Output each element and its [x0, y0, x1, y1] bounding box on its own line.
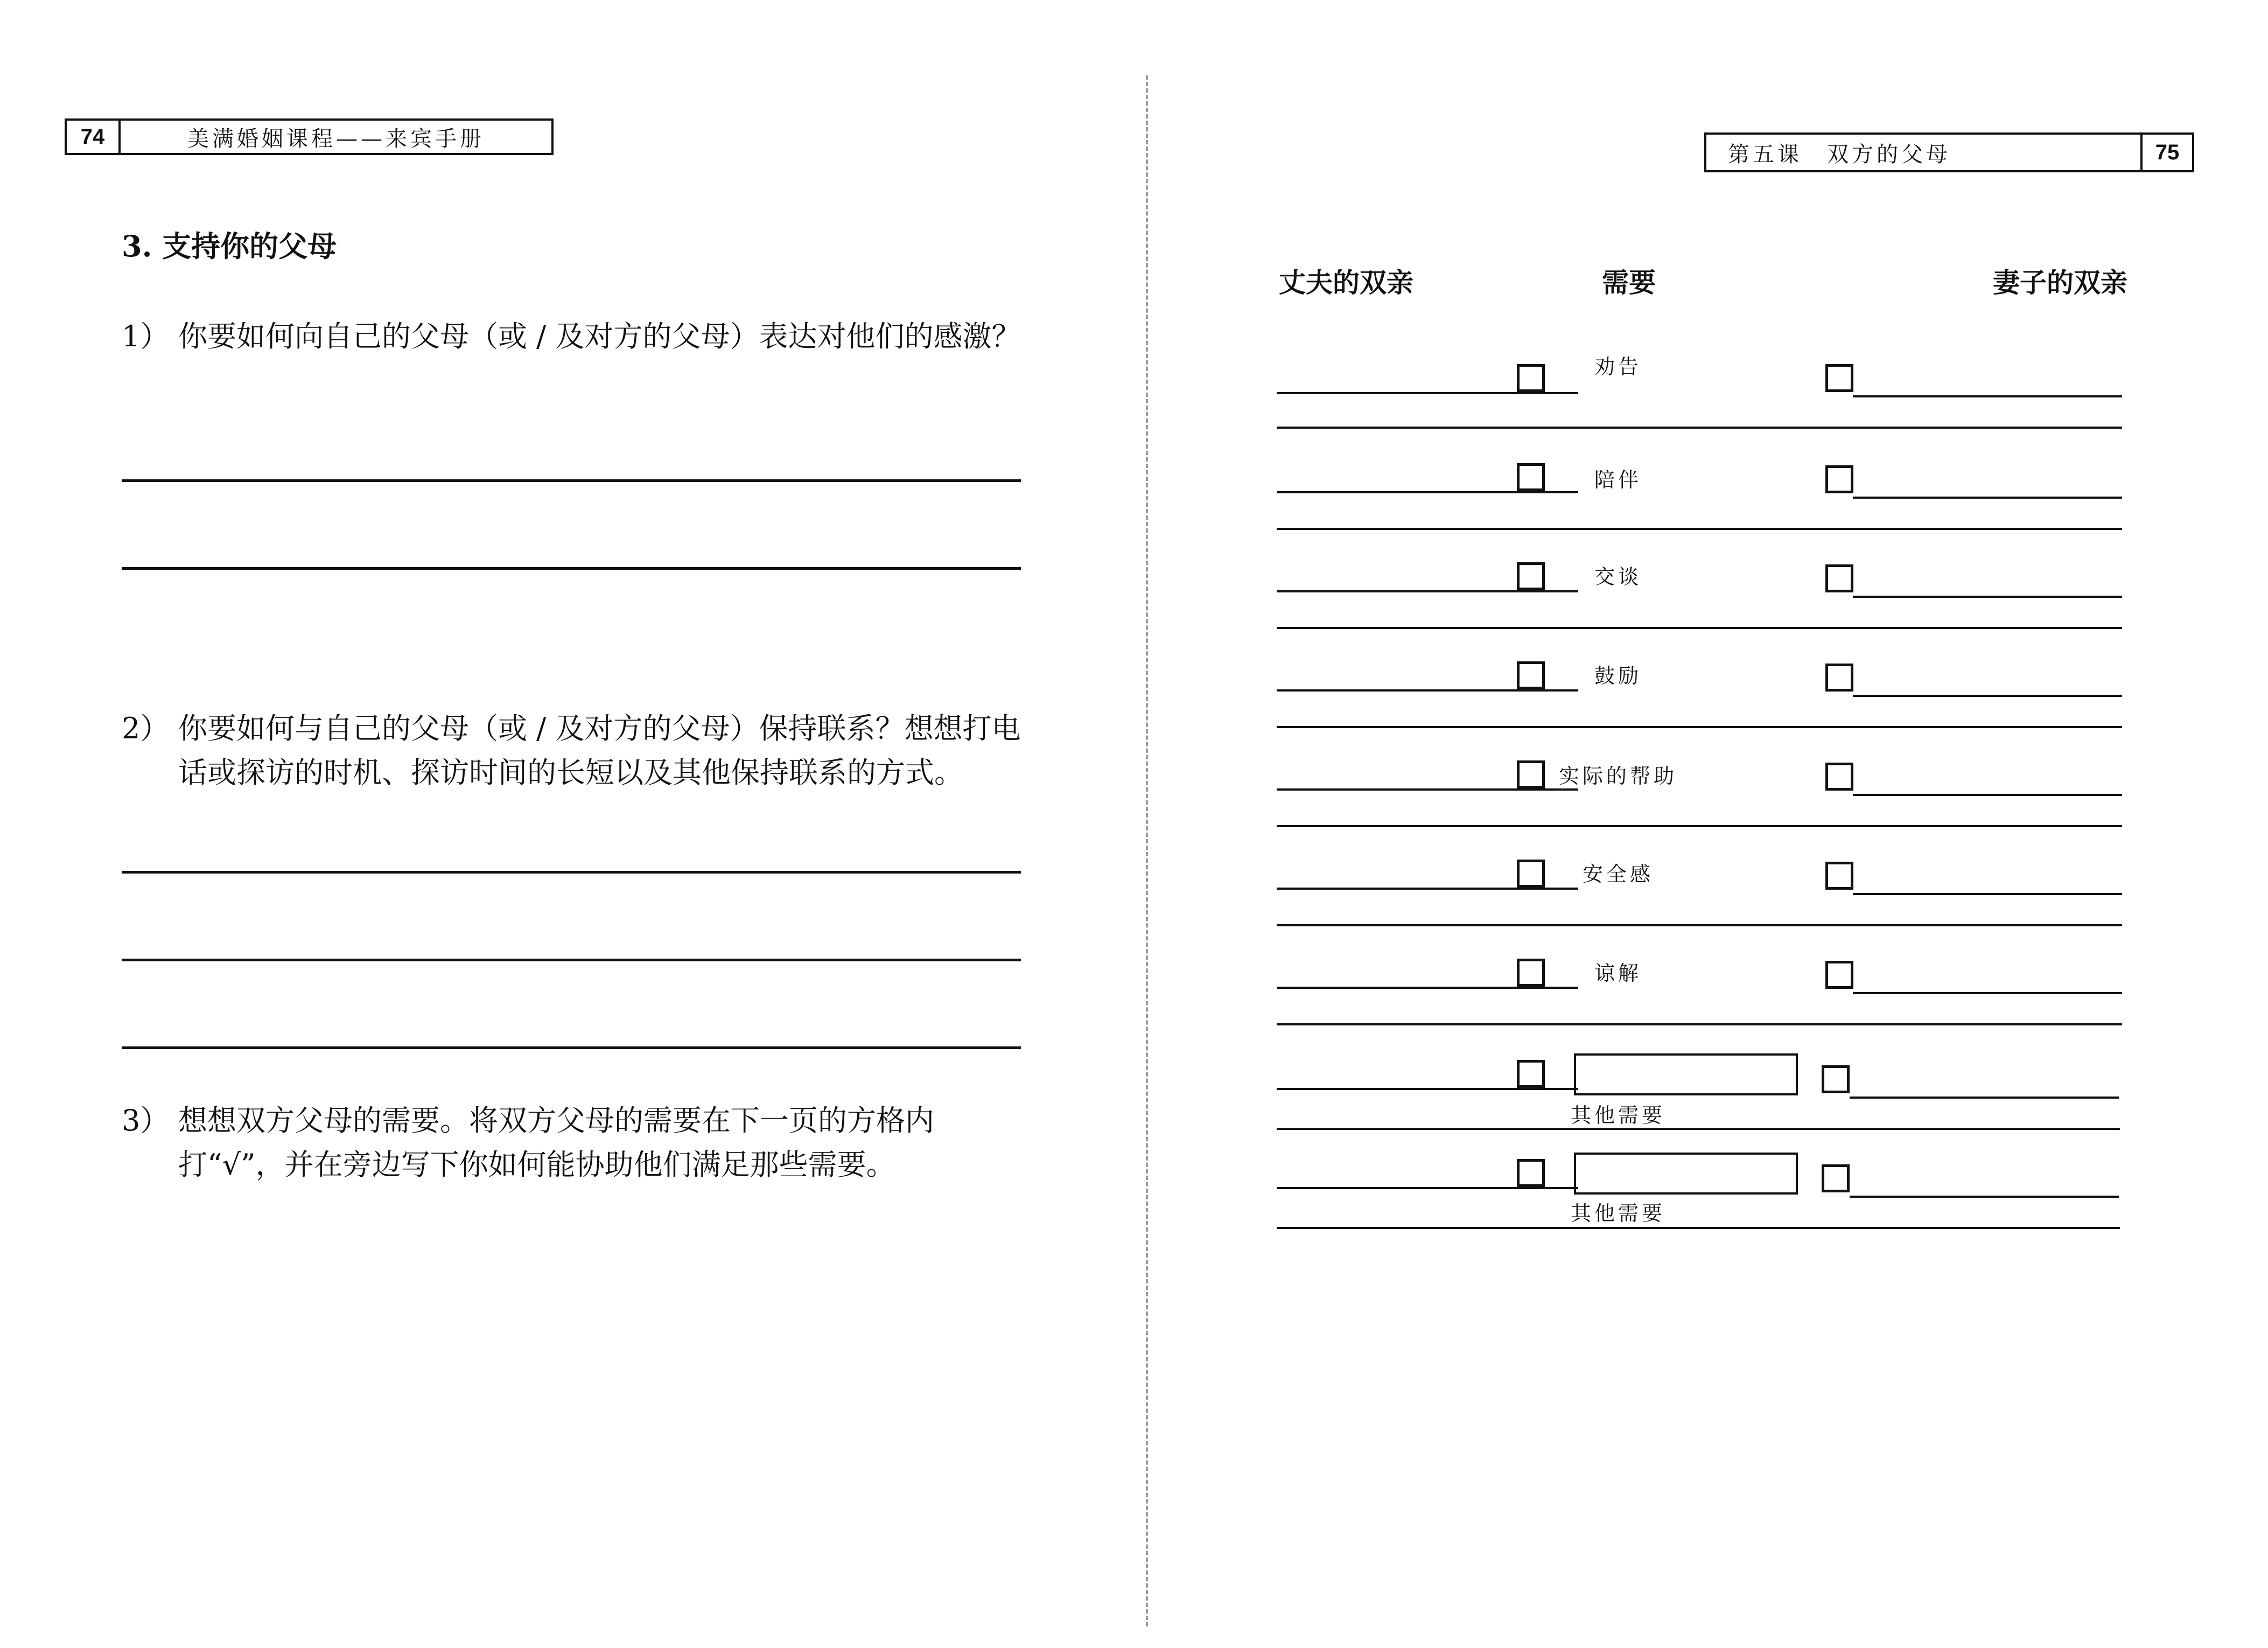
other-need-input[interactable]	[1574, 1153, 1798, 1195]
other-need-label: 其他需要	[1570, 1104, 1665, 1127]
right-running-header	[1704, 132, 2194, 172]
husband-answer-line[interactable]	[1277, 689, 1578, 692]
need-label: 鼓励	[1594, 664, 1642, 688]
book-title: 美满婚姻课程——来宾手册	[187, 126, 485, 151]
left-page	[0, 0, 1133, 1648]
wife-answer-line[interactable]	[1853, 395, 2122, 397]
wife-checkbox[interactable]	[1825, 564, 1853, 592]
question-2-number: 2）	[122, 711, 170, 745]
section-title: 3. 支持你的父母	[122, 229, 337, 263]
wife-checkbox[interactable]	[1825, 961, 1853, 989]
husband-parents-header: 丈夫的双亲	[1279, 267, 1413, 298]
question-1-number: 1）	[122, 319, 170, 353]
right-page	[1133, 0, 2268, 1648]
row-bottom-line[interactable]	[1277, 528, 2122, 530]
answer-2-line-2[interactable]	[122, 959, 1021, 961]
need-label: 交谈	[1594, 565, 1642, 589]
need-label: 谅解	[1594, 961, 1642, 985]
wife-checkbox[interactable]	[1825, 465, 1853, 493]
wife-answer-line[interactable]	[1853, 992, 2122, 994]
need-label: 陪伴	[1594, 468, 1642, 492]
left-running-header	[65, 118, 554, 155]
husband-answer-line[interactable]	[1277, 590, 1578, 592]
other-need-input[interactable]	[1574, 1053, 1798, 1095]
answer-1-line-2[interactable]	[122, 567, 1021, 570]
wife-answer-line[interactable]	[1853, 497, 2122, 499]
wife-checkbox[interactable]	[1825, 664, 1853, 692]
wife-checkbox[interactable]	[1825, 862, 1853, 890]
question-2-text: 你要如何与自己的父母（或 / 及对方的父母）保持联系？想想打电话或探访的时机、探访时间的长短以及其他保持联系的方式。	[178, 711, 1021, 790]
husband-answer-line[interactable]	[1277, 888, 1578, 890]
row-bottom-line[interactable]	[1277, 1128, 2120, 1130]
need-label: 实际的帮助	[1558, 764, 1677, 788]
wife-answer-line[interactable]	[1850, 1196, 2119, 1198]
question-3-number: 3）	[122, 1104, 170, 1137]
husband-answer-line[interactable]	[1277, 987, 1578, 989]
husband-answer-line[interactable]	[1277, 1088, 1578, 1090]
wife-checkbox[interactable]	[1822, 1065, 1850, 1093]
answer-2-line-3[interactable]	[122, 1046, 1021, 1049]
right-page-number: 75	[2140, 135, 2192, 170]
husband-answer-line[interactable]	[1277, 392, 1578, 394]
answer-2-line-1[interactable]	[122, 871, 1021, 874]
needs-header: 需要	[1602, 267, 1656, 298]
husband-answer-line[interactable]	[1277, 1187, 1578, 1189]
question-3-text: 想想双方父母的需要。将双方父母的需要在下一页的方格内打“√”，并在旁边写下你如何能协助他们满足那些需要。	[178, 1104, 934, 1182]
wife-answer-line[interactable]	[1853, 794, 2122, 796]
question-1-text: 你要如何向自己的父母（或 / 及对方的父母）表达对他们的感激？	[178, 319, 1021, 353]
row-bottom-line[interactable]	[1277, 924, 2122, 926]
row-bottom-line[interactable]	[1277, 726, 2122, 728]
question-3	[122, 1099, 1037, 1187]
row-bottom-line[interactable]	[1277, 825, 2122, 827]
answer-1-line-1[interactable]	[122, 479, 1021, 482]
husband-checkbox[interactable]	[1517, 1060, 1545, 1088]
lesson-title: 第五课 双方的父母	[1728, 142, 1951, 167]
row-bottom-line[interactable]	[1277, 1023, 2122, 1025]
question-1	[122, 315, 1037, 359]
question-2	[122, 707, 1037, 795]
wife-checkbox[interactable]	[1825, 364, 1853, 392]
wife-checkbox[interactable]	[1825, 763, 1853, 791]
wife-answer-line[interactable]	[1853, 893, 2122, 895]
row-bottom-line[interactable]	[1277, 1227, 2120, 1229]
left-page-number: 74	[67, 121, 121, 153]
wife-answer-line[interactable]	[1853, 596, 2122, 598]
wife-answer-line[interactable]	[1853, 695, 2122, 697]
wife-answer-line[interactable]	[1850, 1097, 2119, 1099]
row-bottom-line[interactable]	[1277, 427, 2122, 429]
wife-checkbox[interactable]	[1822, 1164, 1850, 1192]
row-bottom-line[interactable]	[1277, 627, 2122, 629]
other-need-label: 其他需要	[1570, 1202, 1665, 1225]
wife-parents-header: 妻子的双亲	[1993, 267, 2127, 298]
husband-checkbox[interactable]	[1517, 1159, 1545, 1187]
need-label: 劝告	[1594, 355, 1642, 379]
need-label: 安全感	[1582, 862, 1654, 886]
